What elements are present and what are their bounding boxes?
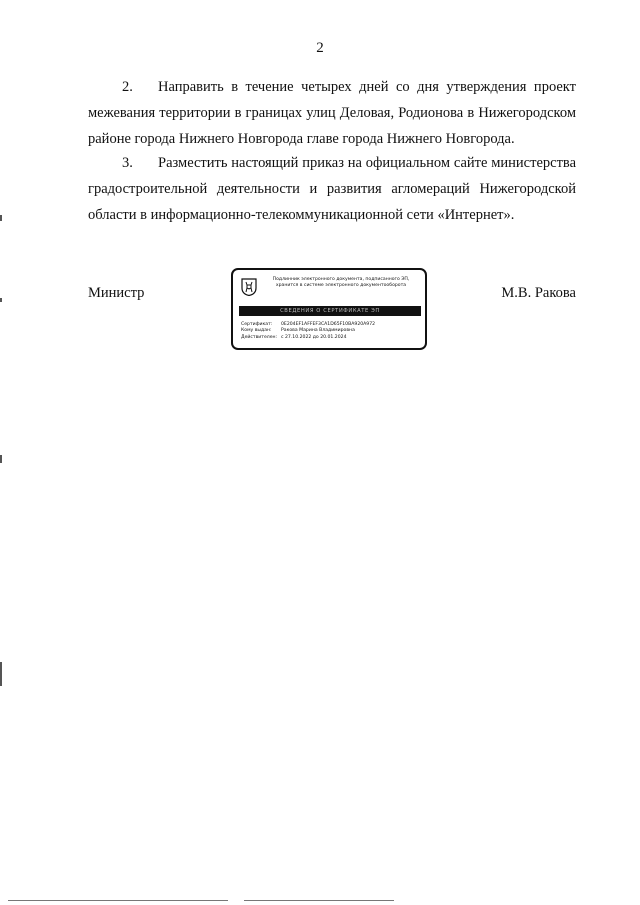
paragraph-2 — [88, 74, 576, 152]
page-number: 2 — [316, 40, 324, 56]
scan-margin-mark — [0, 455, 2, 463]
paragraph-text: Разместить настоящий приказ на официальном сайте министерства градостроительной деятельности и развития агломераций Нижегородской области в информационно-телекоммуникационной сети «Интернет». — [88, 155, 576, 223]
electronic-signature-stamp — [231, 268, 427, 350]
footer-scan-line — [8, 900, 228, 901]
certificate-value: 0E204EF1AFFEF3CA1D65F10BA920A972 — [281, 322, 376, 327]
paragraph-3 — [88, 150, 576, 228]
scan-margin-mark — [0, 215, 2, 221]
deer-emblem-icon — [241, 278, 257, 296]
issued-to-label: Кому выдан: — [241, 328, 272, 334]
scan-margin-mark — [0, 298, 2, 302]
signatory-name: М.В. Ракова — [501, 285, 576, 301]
stamp-certificate-bar: СВЕДЕНИЯ О СЕРТИФИКАТЕ ЭП — [239, 306, 421, 316]
scan-margin-mark — [0, 662, 2, 686]
paragraph-number: 3. — [122, 155, 133, 171]
valid-label: Действителен: — [241, 334, 278, 340]
issued-to-value: Ракова Марина Владимировна — [281, 328, 355, 334]
stamp-header-line: Подлинник электронного документа, подписанного ЭП, — [272, 277, 410, 282]
stamp-header-line: хранится в системе электронного документооборота — [275, 283, 407, 288]
valid-value: с 27.10.2022 до 20.01.2024 — [281, 334, 347, 340]
paragraph-text: Направить в течение четырех дней со дня утверждения проект межевания территории в границах улиц Деловая, Родионова в Нижегородском районе города Нижнего Новгорода главе города Нижнего Новгорода. — [88, 79, 576, 147]
paragraph-number: 2. — [122, 79, 133, 95]
footer-scan-line — [244, 900, 394, 901]
stamp-header — [261, 277, 421, 289]
certificate-label: Сертификат: — [241, 322, 273, 327]
signatory-title: Министр — [88, 285, 145, 301]
stamp-details — [241, 322, 375, 341]
